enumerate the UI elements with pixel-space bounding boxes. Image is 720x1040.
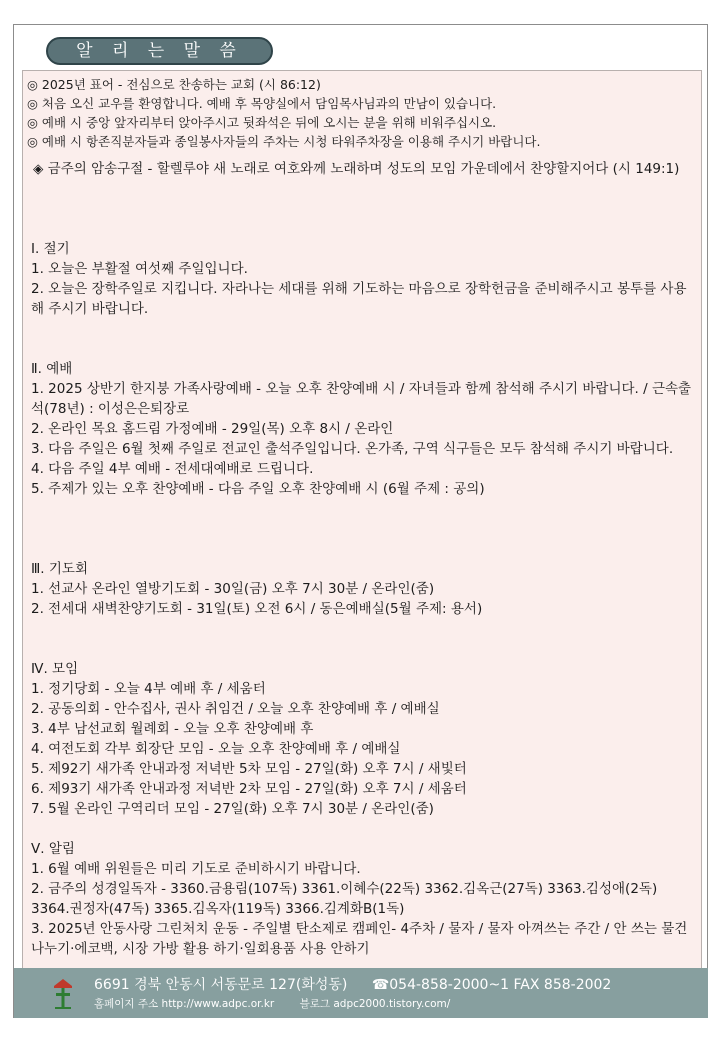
notice-item: ◎ 예배 시 중앙 앞자리부터 앉아주시고 뒷좌석은 뒤에 오시는 분을 위해 비워주십시오. [27,115,497,130]
notice-item: ◎ 처음 오신 교우를 환영합니다. 예배 후 목양실에서 담임목사님과의 만남이 있습니다. [27,96,497,111]
page-title: 알 리 는 말 씀 [46,37,273,65]
section-notice [31,839,695,959]
list-item: 2. 공동의회 - 안수집사, 권사 취임건 / 오늘 오후 찬양예배 후 / 예배실 [31,701,440,717]
notice-item: ◎ 예배 시 항존직분자들과 종일봉사자들의 주차는 시청 타워주차장을 이용해 주시기 바랍니다. [27,134,541,149]
church-phone: ☎054-858-2000~1 FAX 858-2002 [371,977,612,993]
list-item: 4. 여전도회 각부 회장단 모임 - 오늘 오후 찬양예배 후 / 예배실 [31,741,401,757]
footer-bar [14,968,708,1018]
list-item: 1. 2025 상반기 한지붕 가족사랑예배 - 오늘 오후 찬양예배 시 / 자녀들과 함께 참석해 주시기 바랍니다. / 근속출석(78년) : 이성은은퇴장로 [31,381,692,417]
section-season [31,239,695,319]
list-item: 2. 오늘은 장학주일로 지킵니다. 자라나는 세대를 위해 기도하는 마음으로 장학헌금을 준비해주시고 봉투를 사용해 주시기 바랍니다. [31,281,687,317]
list-item: 3. 다음 주일은 6월 첫째 주일로 전교인 출석주일입니다. 온가족, 구역 식구들은 모두 참석해 주시기 바랍니다. [31,441,674,457]
list-item: 2. 온라인 목요 홈드림 가정예배 - 29일(목) 오후 8시 / 온라인 [31,421,394,437]
section-heading: Ⅳ. 모임 [31,661,79,677]
memory-verse: ◈ 금주의 암송구절 - 할렐루야 새 노래로 여호와께 노래하며 성도의 모임 가운데에서 찬양할지어다 (시 149:1) [33,161,680,177]
section-heading: Ⅲ. 기도회 [31,561,89,577]
list-item: 3. 4부 남선교회 월례회 - 오늘 오후 찬양예배 후 [31,721,314,737]
church-address: 6691 경북 안동시 서동문로 127(화성동) [94,977,348,993]
list-item: 1. 정기당회 - 오늘 4부 예배 후 / 세움터 [31,681,266,697]
section-heading: Ⅰ. 절기 [31,241,70,257]
announcement-box [22,70,702,970]
notice-list [27,75,540,151]
notice-item: ◎ 2025년 표어 - 전심으로 찬송하는 교회 (시 86:12) [27,77,321,92]
footer-address-line [94,974,611,994]
list-item: 3. 2025년 안동사랑 그린처치 운동 - 주일별 탄소제로 캠페인- 4주차 / 물자 / 물자 아껴쓰는 주간 / 안 쓰는 물건 나누기·에코백, 시장 가방 활용 하기·일회용품 사용 안하기 [31,921,688,957]
list-item: 7. 5월 온라인 구역리더 모임 - 27일(화) 오후 7시 30분 / 온라인(줌) [31,801,434,817]
list-item: 2. 금주의 성경일독자 - 3360.금용림(107독) 3361.이혜수(22독) 3362.김옥근(27독) 3363.김성애(2독) 3364.권정자(47독) 3365.김옥자(119독) 3366.김계화B(1독) [31,881,658,917]
section-heading: Ⅴ. 알림 [31,841,75,857]
list-item: 2. 전세대 새벽찬양기도회 - 31일(토) 오전 6시 / 동은예배실(5월 주제: 용서) [31,601,483,617]
section-heading: Ⅱ. 예배 [31,361,73,377]
list-item: 6. 제93기 새가족 안내과정 저녁반 2차 모임 - 27일(화) 오후 7시 / 세움터 [31,781,467,797]
blog-link[interactable]: 블로그 adpc2000.tistory.com/ [299,998,451,1010]
list-item: 1. 오늘은 부활절 여섯째 주일입니다. [31,261,248,277]
list-item: 4. 다음 주일 4부 예배 - 전세대예배로 드립니다. [31,461,314,477]
section-worship [31,359,695,499]
church-logo-icon [52,978,74,1010]
list-item: 1. 6월 예배 위원들은 미리 기도로 준비하시기 바랍니다. [31,861,361,877]
section-prayer [31,559,695,619]
list-item: 5. 제92기 새가족 안내과정 저녁반 5차 모임 - 27일(화) 오후 7시 / 새빛터 [31,761,467,777]
list-item: 1. 선교사 온라인 열방기도회 - 30일(금) 오후 7시 30분 / 온라인(줌) [31,581,435,597]
section-meetings [31,659,695,819]
homepage-link[interactable]: 홈페이지 주소 http://www.adpc.or.kr [94,998,275,1010]
footer-web-line [94,996,472,1011]
list-item: 5. 주제가 있는 오후 찬양예배 - 다음 주일 오후 찬양예배 시 (6월 주제 : 공의) [31,481,485,497]
